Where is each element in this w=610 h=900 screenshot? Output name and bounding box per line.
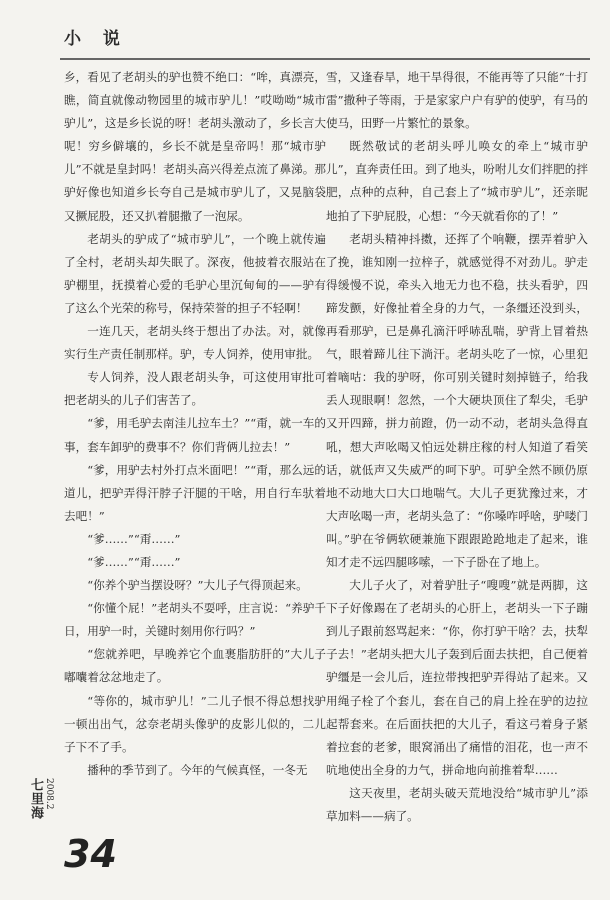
paragraph: “你懂个屁！”老胡头不耍呼，庄言说：“养驴千日，用驴一时，关键时刻用你行吗？” — [64, 601, 326, 639]
issue-date: 2008.2 — [44, 778, 54, 810]
left-column — [64, 66, 326, 782]
paragraph: 大儿子火了，对着驴肚子“嗖嗖”就是两脚，这下子好像踢在了老胡头的心肝上，老胡头一下子蹦到儿子跟前怒骂起来：“你，你打驴干啥？去，扶犁子去！”老胡头把大儿子轰到后面去扶把，自己便着驴缰是一会儿后，连拉带拽把驴弄得站了起来。又用绳子栓了个套儿，套在自己的肩上拴在驴的边拉起帮套来。在后面扶把的大儿子，看这弓着身子紧着拉套的老爹，眼窝涌出了痛惜的泪花，也一声不吭地使出全身的力气，拼命地向前推着犁…… — [326, 578, 588, 777]
paragraph: 既然敬试的老胡头呼儿唤女的牵上“城市驴儿”，直奔责任田。到了地头，吩咐儿女们拌肥的拌肥，点种的点种，自己套上了“城市驴儿”，还亲昵地拍了下驴屁股，心想：“今天就看你的了！” — [326, 139, 588, 223]
paragraph: 专人饲养，没人跟老胡头争，可这使用审批可把老胡头的儿子们害苦了。 — [64, 370, 326, 408]
paragraph: 一连几天，老胡头终于想出了办法。对，就像实行生产责任制那样。驴，专人饲养，使用审批。 — [64, 324, 326, 362]
paragraph: 老胡头精神抖擞，还挥了个响鞭，摆弄着驴入了挽，谁知刚一拉梓子，就感觉得不对劲儿。驴走得缓慢不说，牵头入地无力也不稳，扶头看驴，四蹄发颤，好像扯着全身的力气，一条缰还没到头，再看那驴，已是鼻孔滴汗呼哧乱喘，驴背上冒着热气，眼着蹄儿往下淌汗。老胡头吃了一惊，心里犯着嘀咕：我的驴呀，你可别关键时刻掉链子，给我丢人现眼啊！忽然，一个大硬块顶住了犁尖，毛驴又开四蹄，拼力前蹬，仍一动不动，老胡头急得直吼，想大声吆喝又怕远处耕庄稼的村人知道了看笑话，就低声又失威严的呵下驴。可驴全然不顾仍原地不动地大口大口地喘气。大儿子更犹豫过来，才大声吆喝一声，老胡头急了：“你嗓咋呼啥，驴喽门叫。”驴在爷俩软硬兼施下跟跟跄跄地走了起来，谁知才走不远四腿哆嗦，一下子卧在了地上。 — [326, 231, 588, 569]
header-divider — [60, 58, 590, 60]
magazine-name: 七里海 — [28, 778, 43, 820]
paragraph: “爹……”“甭……” — [87, 531, 181, 546]
paragraph: “等你的，城市驴儿！”二儿子恨不得总想找驴一顿出出气，忿奈老胡头像驴的皮影儿似的，二儿子下不了手。 — [64, 693, 326, 754]
paragraph: 这天夜里，老胡头破天荒地没给“城市驴儿”添草加料——病了。 — [326, 785, 588, 823]
paragraph: 乡，看见了老胡头的驴也赞不绝口：“哞，真漂亮，瞧，简直就像动物园里的城市驴儿！”哎呦呦“城市驴儿”，这是乡长说的呀！老胡头激动了，乡长言大呢！穷乡僻壤的，乡长不就是皇帝吗！那“城市驴儿”不就是皇封吗！老胡头高兴得差点流了鼻涕。那驴好像也知道乡长夸自己是城市驴儿了，又晃脑袋又撅屁股，还又扒着腿撒了一泡尿。 — [64, 70, 326, 223]
paragraph: “爹……”“甭……” — [87, 554, 181, 569]
paragraph: 雪，又逢春旱，地干旱得很，不能再等了只能“十打雷”撒种子等雨，于是家家户户有驴的使驴，有马的使马，田野一片繁忙的景象。 — [326, 70, 588, 131]
paragraph: “你养个驴当摆设呀？”大儿子气得顶起来。 — [87, 578, 308, 593]
right-column — [326, 66, 588, 828]
page-number: 34 — [64, 832, 117, 876]
paragraph: “爹，用毛驴去南洼儿拉车土？”“甭，就一车的事，套车卸驴的费事不？你们背俩儿拉去！” — [64, 416, 326, 454]
section-label: 小 说 — [64, 29, 128, 49]
paragraph: 播种的季节到了。今年的气候真怪，一冬无 — [87, 762, 308, 777]
paragraph: “您就养吧，早晚养它个血裹脂肪肝的”大儿子嘟囔着忿忿地走了。 — [64, 647, 326, 685]
paragraph: 老胡头的驴成了“城市驴儿”，一个晚上就传遍了全村，老胡头却失眠了。深夜，他披着衣服站在驴棚里，抚摸着心爱的毛驴心里沉甸甸的——驴有了这么个光荣的称号，保持荣誉的担子不轻啊！ — [64, 231, 326, 315]
paragraph: “爹，用驴去村外打点米面吧！”“甭，那么远的道儿，把驴弄得汗脖子汗腿的干啥，用自行车驮着去吧！” — [64, 462, 326, 523]
